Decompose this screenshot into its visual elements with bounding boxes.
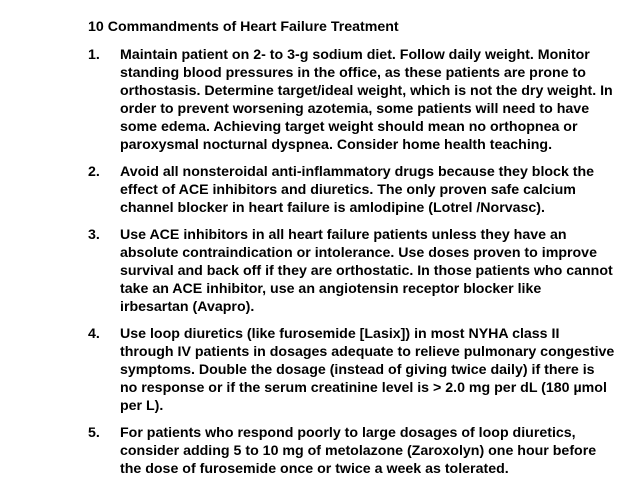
item-text-line: per L). <box>120 398 164 414</box>
commandments-list <box>88 46 622 487</box>
item-text-line: For patients who respond poorly to large dosages of loop diuretics, <box>120 425 576 441</box>
item-text-line: order to prevent worsening azotemia, some patients will need to have <box>120 101 590 117</box>
item-number: 4. <box>88 326 100 342</box>
item-text <box>120 325 622 415</box>
page-title: 10 Commandments of Heart Failure Treatment <box>88 19 399 35</box>
item-text-line: absolute contraindication or intolerance. Use doses proven to improve <box>120 245 597 261</box>
item-text-line: no response or if the serum creatinine level is > 2.0 mg per dL (180 µmol <box>120 380 607 396</box>
item-text <box>120 46 622 154</box>
list-item <box>88 163 622 217</box>
item-text-line: Avoid all nonsteroidal anti-inflammatory drugs because they block the <box>120 164 595 180</box>
item-text-line: some edema. Achieving target weight should mean no orthopnea or <box>120 119 578 135</box>
item-text <box>120 424 622 478</box>
item-text-line: effect of ACE inhibitors and diuretics. The only proven safe calcium <box>120 182 576 198</box>
item-text <box>120 226 622 316</box>
item-text-line: Maintain patient on 2- to 3-g sodium diet. Follow daily weight. Monitor <box>120 47 590 63</box>
item-text <box>120 163 622 217</box>
item-text-line: irbesartan (Avapro). <box>120 299 255 315</box>
item-number: 1. <box>88 47 100 63</box>
item-text-line: paroxysmal nocturnal dyspnea. Consider home health teaching. <box>120 137 553 153</box>
item-text-line: the dose of furosemide once or twice a week as tolerated. <box>120 461 509 477</box>
item-number: 5. <box>88 425 100 441</box>
item-text-line: survival and back off if they are orthostatic. In those patients who cannot <box>120 263 613 279</box>
item-text-line: Use loop diuretics (like furosemide [Lasix]) in most NYHA class II <box>120 326 560 342</box>
item-text-line: take an ACE inhibitor, use an angiotensin receptor blocker like <box>120 281 542 297</box>
item-text-line: standing blood pressures in the office, as these patients are prone to <box>120 65 586 81</box>
item-text-line: orthostasis. Determine target/ideal weight, which is not the dry weight. In <box>120 83 613 99</box>
list-item <box>88 46 622 154</box>
item-text-line: consider adding 5 to 10 mg of metolazone (Zaroxolyn) one hour before <box>120 443 597 459</box>
list-item <box>88 424 622 478</box>
item-text-line: symptoms. Double the dosage (instead of giving twice daily) if there is <box>120 362 595 378</box>
item-number: 3. <box>88 227 100 243</box>
item-text-line: channel blocker in heart failure is amlodipine (Lotrel /Norvasc). <box>120 200 545 216</box>
list-item <box>88 325 622 415</box>
item-number: 2. <box>88 164 100 180</box>
list-item <box>88 226 622 316</box>
item-text-line: Use ACE inhibitors in all heart failure patients unless they have an <box>120 227 567 243</box>
item-text-line: through IV patients in dosages adequate to relieve pulmonary congestive <box>120 344 615 360</box>
